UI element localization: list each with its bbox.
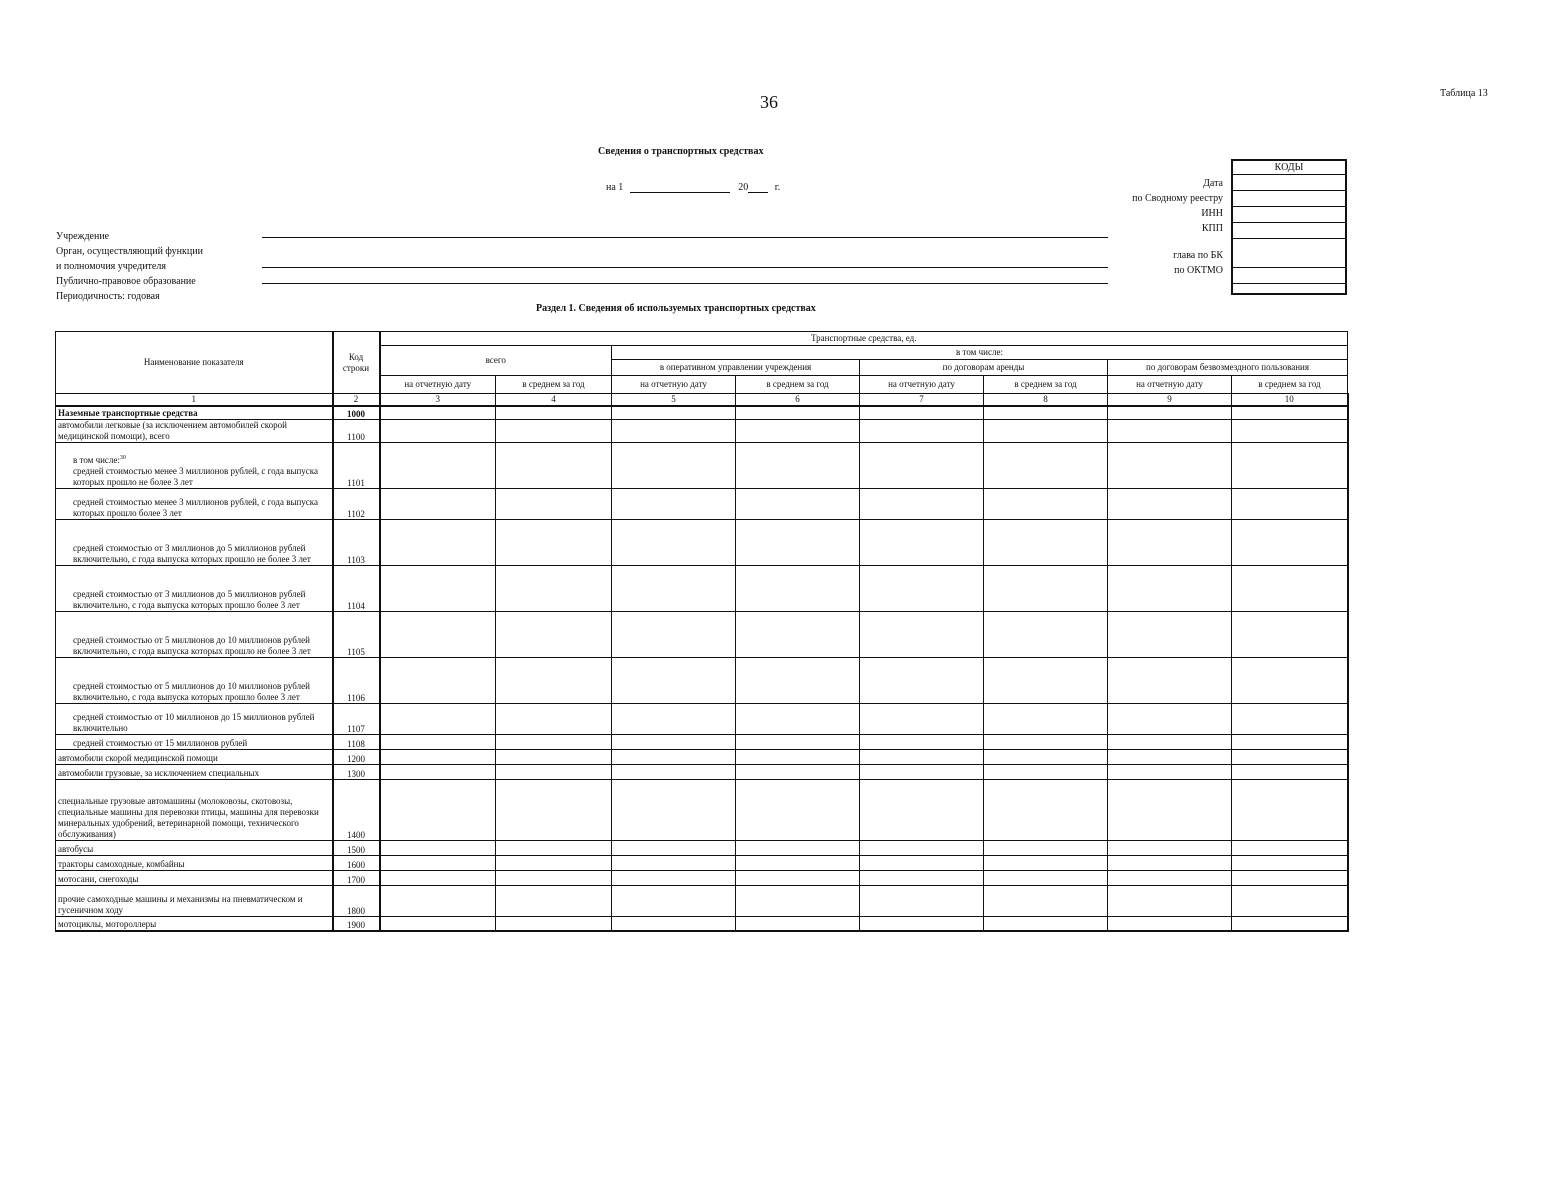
row-indicator-prefix-text: в том числе:: [73, 454, 120, 465]
table-row: [56, 703, 1348, 734]
value-cell-col-4[interactable]: [496, 419, 612, 442]
value-cell-col-9[interactable]: [1108, 840, 1232, 855]
row-indicator-name: Наземные транспортные средства: [56, 406, 333, 419]
value-cell-col-9[interactable]: [1108, 442, 1232, 488]
date-year-field[interactable]: [748, 180, 768, 193]
value-cell-col-7[interactable]: [860, 855, 984, 870]
table-row: [56, 840, 1348, 855]
value-cell-col-4[interactable]: [496, 703, 612, 734]
value-cell-col-8[interactable]: [984, 840, 1108, 855]
value-cell-col-8[interactable]: [984, 764, 1108, 779]
value-cell-col-4[interactable]: [496, 749, 612, 764]
column-number: 9: [1108, 394, 1232, 407]
value-cell-col-5[interactable]: [612, 870, 736, 885]
table-row: [56, 916, 1348, 931]
row-indicator-name: специальные грузовые автомашины (молоковозы, скотовозы, специальные машины для перевозки птицы, машины для перевозки минеральных удобрений, ветеринарной помощи, технического обслуживания): [56, 779, 333, 840]
row-code: 1101: [333, 442, 380, 488]
codes-label-registry: по Сводному реестру: [1132, 193, 1223, 204]
value-cell-col-3[interactable]: [380, 657, 496, 703]
column-number: 5: [612, 394, 736, 407]
header-vehicles: Транспортные средства, ед.: [380, 332, 1348, 346]
value-cell-col-4[interactable]: [496, 657, 612, 703]
value-cell-col-3[interactable]: [380, 885, 496, 916]
value-cell-col-7[interactable]: [860, 734, 984, 749]
value-cell-col-10[interactable]: [1232, 488, 1348, 519]
row-indicator-prefix: [73, 453, 330, 466]
table-label: Таблица 13: [1440, 88, 1488, 99]
row-indicator-name: автомобили грузовые, за исключением специальных: [56, 764, 333, 779]
codes-label-date: Дата: [1203, 178, 1223, 189]
value-cell-col-10[interactable]: [1232, 734, 1348, 749]
value-cell-col-5[interactable]: [612, 749, 736, 764]
table-body: [56, 406, 1348, 931]
value-cell-col-6[interactable]: [736, 840, 860, 855]
code-oktmo-field[interactable]: [1233, 268, 1345, 284]
value-cell-col-5[interactable]: [612, 916, 736, 931]
value-cell-col-6[interactable]: [736, 916, 860, 931]
value-cell-col-6[interactable]: [736, 870, 860, 885]
authority-label-1: Орган, осуществляющий функции: [56, 246, 203, 257]
header-total: всего: [380, 346, 612, 376]
table-row: [56, 565, 1348, 611]
value-cell-col-8[interactable]: [984, 734, 1108, 749]
value-cell-col-8[interactable]: [984, 406, 1108, 419]
value-cell-col-5[interactable]: [612, 855, 736, 870]
code-extra-field[interactable]: [1233, 284, 1345, 296]
value-cell-col-3[interactable]: [380, 734, 496, 749]
authority-label-2: и полномочия учредителя: [56, 261, 166, 272]
footnote-marker: 30: [119, 454, 126, 461]
value-cell-col-4[interactable]: [496, 840, 612, 855]
value-cell-col-10[interactable]: [1232, 519, 1348, 565]
value-cell-col-9[interactable]: [1108, 885, 1232, 916]
value-cell-col-5[interactable]: [612, 611, 736, 657]
value-cell-col-8[interactable]: [984, 519, 1108, 565]
header-code: Код строки: [333, 332, 380, 394]
value-cell-col-9[interactable]: [1108, 749, 1232, 764]
row-code: 1200: [333, 749, 380, 764]
value-cell-col-4[interactable]: [496, 870, 612, 885]
value-cell-col-8[interactable]: [984, 657, 1108, 703]
value-cell-col-7[interactable]: [860, 779, 984, 840]
value-cell-col-4[interactable]: [496, 519, 612, 565]
value-cell-col-7[interactable]: [860, 870, 984, 885]
institution-field[interactable]: [262, 237, 1108, 238]
value-cell-col-6[interactable]: [736, 855, 860, 870]
row-indicator-name: автомобили легковые (за исключением автомобилей скорой медицинской помощи), всего: [56, 419, 333, 442]
row-indicator-name: средней стоимостью от 5 миллионов до 10 миллионов рублей включительно, с года выпуска которых прошло более 3 лет: [56, 657, 333, 703]
table-row: [56, 734, 1348, 749]
value-cell-col-6[interactable]: [736, 565, 860, 611]
value-cell-col-10[interactable]: [1232, 657, 1348, 703]
value-cell-col-6[interactable]: [736, 519, 860, 565]
table-row: [56, 419, 1348, 442]
report-date-line: [606, 180, 780, 193]
row-indicator-name: тракторы самоходные, комбайны: [56, 855, 333, 870]
header-free-use: по договорам безвозмездного пользования: [1108, 360, 1348, 376]
row-indicator-text: средней стоимостью менее 3 миллионов рублей, с года выпуска которых прошло не более 3 лет: [73, 465, 319, 487]
codes-label-budget-chapter: глава по БК: [1173, 250, 1223, 261]
header-total-avg: в среднем за год: [496, 376, 612, 394]
value-cell-col-9[interactable]: [1108, 406, 1232, 419]
code-kpp-field[interactable]: [1233, 223, 1345, 239]
table-row: [56, 779, 1348, 840]
value-cell-col-7[interactable]: [860, 749, 984, 764]
value-cell-col-10[interactable]: [1232, 779, 1348, 840]
value-cell-col-3[interactable]: [380, 406, 496, 419]
value-cell-col-5[interactable]: [612, 764, 736, 779]
code-inn-field[interactable]: [1233, 207, 1345, 223]
row-code: 1105: [333, 611, 380, 657]
value-cell-col-3[interactable]: [380, 488, 496, 519]
row-indicator-name: средней стоимостью от 10 миллионов до 15 миллионов рублей включительно: [56, 703, 333, 734]
row-code: 1000: [333, 406, 380, 419]
value-cell-col-8[interactable]: [984, 703, 1108, 734]
header-lease: по договорам аренды: [860, 360, 1108, 376]
value-cell-col-5[interactable]: [612, 885, 736, 916]
value-cell-col-7[interactable]: [860, 442, 984, 488]
codes-label-oktmo: по ОКТМО: [1174, 265, 1223, 276]
row-code: 1104: [333, 565, 380, 611]
value-cell-col-6[interactable]: [736, 406, 860, 419]
value-cell-col-4[interactable]: [496, 779, 612, 840]
value-cell-col-6[interactable]: [736, 703, 860, 734]
value-cell-col-8[interactable]: [984, 916, 1108, 931]
codes-label-inn: ИНН: [1201, 208, 1223, 219]
value-cell-col-4[interactable]: [496, 488, 612, 519]
value-cell-col-5[interactable]: [612, 419, 736, 442]
value-cell-col-6[interactable]: [736, 442, 860, 488]
date-prefix: на 1: [606, 182, 624, 193]
row-indicator-name: автомобили скорой медицинской помощи: [56, 749, 333, 764]
value-cell-col-4[interactable]: [496, 855, 612, 870]
header-free-use-avg: в среднем за год: [1232, 376, 1348, 394]
row-indicator-name: автобусы: [56, 840, 333, 855]
value-cell-col-9[interactable]: [1108, 870, 1232, 885]
row-indicator-name: средней стоимостью менее 3 миллионов рублей, с года выпуска которых прошло более 3 лет: [56, 488, 333, 519]
code-registry-field[interactable]: [1233, 191, 1345, 207]
value-cell-col-8[interactable]: [984, 442, 1108, 488]
row-indicator-name: средней стоимостью от 5 миллионов до 10 миллионов рублей включительно, с года выпуска которых прошло не более 3 лет: [56, 611, 333, 657]
value-cell-col-7[interactable]: [860, 703, 984, 734]
value-cell-col-9[interactable]: [1108, 657, 1232, 703]
value-cell-col-9[interactable]: [1108, 764, 1232, 779]
value-cell-col-6[interactable]: [736, 419, 860, 442]
value-cell-col-4[interactable]: [496, 565, 612, 611]
column-number: 4: [496, 394, 612, 407]
value-cell-col-10[interactable]: [1232, 442, 1348, 488]
value-cell-col-10[interactable]: [1232, 565, 1348, 611]
header-lease-avg: в среднем за год: [984, 376, 1108, 394]
table-row: [56, 855, 1348, 870]
value-cell-col-3[interactable]: [380, 764, 496, 779]
table-row: [56, 488, 1348, 519]
table-row: [56, 657, 1348, 703]
value-cell-col-10[interactable]: [1232, 703, 1348, 734]
value-cell-col-9[interactable]: [1108, 565, 1232, 611]
table-row: [56, 749, 1348, 764]
value-cell-col-9[interactable]: [1108, 611, 1232, 657]
value-cell-col-9[interactable]: [1108, 916, 1232, 931]
value-cell-col-3[interactable]: [380, 840, 496, 855]
codes-header: КОДЫ: [1233, 161, 1345, 175]
date-year-prefix: 20: [738, 182, 749, 193]
value-cell-col-7[interactable]: [860, 611, 984, 657]
value-cell-col-9[interactable]: [1108, 519, 1232, 565]
column-number: 2: [333, 394, 380, 407]
value-cell-col-6[interactable]: [736, 885, 860, 916]
value-cell-col-6[interactable]: [736, 749, 860, 764]
codes-labels: [1080, 176, 1223, 278]
codes-box: [1231, 159, 1347, 295]
header-including: в том числе:: [612, 346, 1348, 360]
value-cell-col-8[interactable]: [984, 779, 1108, 840]
table-row: [56, 870, 1348, 885]
row-indicator-name: [56, 442, 333, 488]
header-free-use-at-date: на отчетную дату: [1108, 376, 1232, 394]
column-number: 6: [736, 394, 860, 407]
row-code: 1103: [333, 519, 380, 565]
periodicity-label: Периодичность: годовая: [56, 291, 160, 302]
value-cell-col-8[interactable]: [984, 885, 1108, 916]
value-cell-col-7[interactable]: [860, 885, 984, 916]
row-indicator-name: прочие самоходные машины и механизмы на пневматическом и гусеничном ходу: [56, 885, 333, 916]
column-number: 1: [56, 394, 333, 407]
value-cell-col-6[interactable]: [736, 764, 860, 779]
value-cell-col-9[interactable]: [1108, 855, 1232, 870]
column-number: 3: [380, 394, 496, 407]
value-cell-col-6[interactable]: [736, 657, 860, 703]
value-cell-col-9[interactable]: [1108, 419, 1232, 442]
row-code: 1100: [333, 419, 380, 442]
value-cell-col-4[interactable]: [496, 611, 612, 657]
value-cell-col-7[interactable]: [860, 419, 984, 442]
row-code: 1102: [333, 488, 380, 519]
institution-label: Учреждение: [56, 231, 110, 242]
value-cell-col-8[interactable]: [984, 749, 1108, 764]
value-cell-col-5[interactable]: [612, 442, 736, 488]
value-cell-col-4[interactable]: [496, 764, 612, 779]
row-code: 1500: [333, 840, 380, 855]
value-cell-col-7[interactable]: [860, 916, 984, 931]
value-cell-col-8[interactable]: [984, 419, 1108, 442]
value-cell-col-5[interactable]: [612, 779, 736, 840]
header-operational-at-date: на отчетную дату: [612, 376, 736, 394]
value-cell-col-7[interactable]: [860, 840, 984, 855]
value-cell-col-10[interactable]: [1232, 611, 1348, 657]
value-cell-col-8[interactable]: [984, 611, 1108, 657]
code-budget-chapter-field[interactable]: [1233, 239, 1345, 268]
value-cell-col-7[interactable]: [860, 657, 984, 703]
value-cell-col-8[interactable]: [984, 870, 1108, 885]
value-cell-col-8[interactable]: [984, 488, 1108, 519]
section-title: Раздел 1. Сведения об используемых транспортных средствах: [536, 303, 816, 314]
value-cell-col-9[interactable]: [1108, 779, 1232, 840]
value-cell-col-3[interactable]: [380, 565, 496, 611]
row-indicator-name: средней стоимостью от 15 миллионов рублей: [56, 734, 333, 749]
date-day-month-field[interactable]: [630, 180, 730, 193]
value-cell-col-5[interactable]: [612, 406, 736, 419]
table-row: [56, 442, 1348, 488]
value-cell-col-3[interactable]: [380, 519, 496, 565]
value-cell-col-10[interactable]: [1232, 916, 1348, 931]
value-cell-col-9[interactable]: [1108, 488, 1232, 519]
row-indicator-name: средней стоимостью от 3 миллионов до 5 миллионов рублей включительно, с года выпуска которых прошло более 3 лет: [56, 565, 333, 611]
value-cell-col-4[interactable]: [496, 406, 612, 419]
row-indicator-name: средней стоимостью от 3 миллионов до 5 миллионов рублей включительно, с года выпуска которых прошло не более 3 лет: [56, 519, 333, 565]
row-code: 1400: [333, 779, 380, 840]
value-cell-col-4[interactable]: [496, 916, 612, 931]
value-cell-col-7[interactable]: [860, 519, 984, 565]
value-cell-col-10[interactable]: [1232, 764, 1348, 779]
row-indicator-name: мотоциклы, мотороллеры: [56, 916, 333, 931]
value-cell-col-6[interactable]: [736, 779, 860, 840]
row-indicator-name: мотосани, снегоходы: [56, 870, 333, 885]
public-entity-label: Публично-правовое образование: [56, 276, 196, 287]
column-number: 8: [984, 394, 1108, 407]
header-total-at-date: на отчетную дату: [380, 376, 496, 394]
value-cell-col-5[interactable]: [612, 565, 736, 611]
value-cell-col-3[interactable]: [380, 442, 496, 488]
value-cell-col-6[interactable]: [736, 488, 860, 519]
value-cell-col-7[interactable]: [860, 488, 984, 519]
public-entity-field[interactable]: [262, 283, 1108, 284]
table-row: [56, 885, 1348, 916]
column-number: 7: [860, 394, 984, 407]
value-cell-col-3[interactable]: [380, 870, 496, 885]
value-cell-col-7[interactable]: [860, 565, 984, 611]
row-code: 1600: [333, 855, 380, 870]
vehicles-table: [55, 331, 1349, 932]
form-title: Сведения о транспортных средствах: [598, 146, 764, 157]
value-cell-col-5[interactable]: [612, 703, 736, 734]
value-cell-col-8[interactable]: [984, 855, 1108, 870]
value-cell-col-3[interactable]: [380, 779, 496, 840]
date-suffix: г.: [774, 182, 781, 193]
value-cell-col-4[interactable]: [496, 442, 612, 488]
value-cell-col-9[interactable]: [1108, 703, 1232, 734]
row-code: 1800: [333, 885, 380, 916]
value-cell-col-10[interactable]: [1232, 855, 1348, 870]
value-cell-col-3[interactable]: [380, 855, 496, 870]
row-code: 1900: [333, 916, 380, 931]
value-cell-col-4[interactable]: [496, 885, 612, 916]
value-cell-col-10[interactable]: [1232, 749, 1348, 764]
row-code: 1300: [333, 764, 380, 779]
table-row: [56, 406, 1348, 419]
row-code: 1107: [333, 703, 380, 734]
row-code: 1106: [333, 657, 380, 703]
value-cell-col-5[interactable]: [612, 657, 736, 703]
value-cell-col-10[interactable]: [1232, 885, 1348, 916]
value-cell-col-10[interactable]: [1232, 870, 1348, 885]
value-cell-col-5[interactable]: [612, 488, 736, 519]
value-cell-col-3[interactable]: [380, 611, 496, 657]
value-cell-col-6[interactable]: [736, 611, 860, 657]
value-cell-col-3[interactable]: [380, 749, 496, 764]
authority-field[interactable]: [262, 267, 1108, 268]
row-code: 1108: [333, 734, 380, 749]
value-cell-col-5[interactable]: [612, 840, 736, 855]
value-cell-col-4[interactable]: [496, 734, 612, 749]
table-row: [56, 611, 1348, 657]
header-lease-at-date: на отчетную дату: [860, 376, 984, 394]
value-cell-col-7[interactable]: [860, 406, 984, 419]
value-cell-col-6[interactable]: [736, 734, 860, 749]
value-cell-col-3[interactable]: [380, 419, 496, 442]
header-operational-avg: в среднем за год: [736, 376, 860, 394]
value-cell-col-5[interactable]: [612, 734, 736, 749]
value-cell-col-10[interactable]: [1232, 419, 1348, 442]
value-cell-col-8[interactable]: [984, 565, 1108, 611]
value-cell-col-7[interactable]: [860, 764, 984, 779]
value-cell-col-10[interactable]: [1232, 406, 1348, 419]
header-operational: в оперативном управлении учреждения: [612, 360, 860, 376]
row-code: 1700: [333, 870, 380, 885]
header-indicator: Наименование показателя: [56, 332, 333, 394]
table-row: [56, 764, 1348, 779]
value-cell-col-3[interactable]: [380, 916, 496, 931]
page-number: 36: [760, 92, 778, 112]
value-cell-col-9[interactable]: [1108, 734, 1232, 749]
codes-label-kpp: КПП: [1201, 223, 1223, 234]
value-cell-col-5[interactable]: [612, 519, 736, 565]
column-number: 10: [1232, 394, 1348, 407]
table-row: [56, 519, 1348, 565]
value-cell-col-10[interactable]: [1232, 840, 1348, 855]
value-cell-col-3[interactable]: [380, 703, 496, 734]
code-date-field[interactable]: [1233, 175, 1345, 191]
